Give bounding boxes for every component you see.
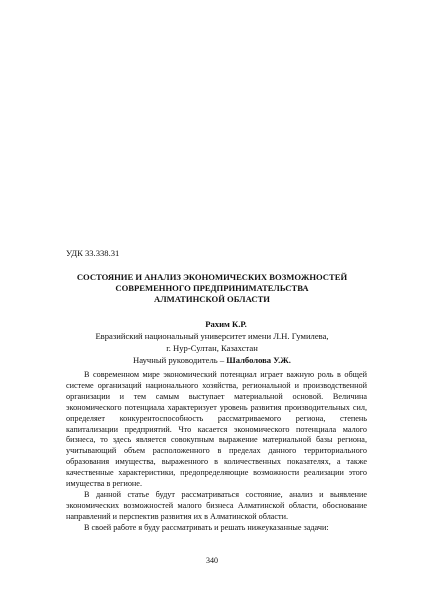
title-line-2: СОВРЕМЕННОГО ПРЕДПРИНИМАТЕЛЬСТВА <box>115 282 309 293</box>
body-paragraph-3: В своей работе я буду рассматривать и решать нижеуказанные задачи: <box>84 522 329 532</box>
author-block <box>50 318 374 366</box>
supervisor-line <box>50 354 374 366</box>
page-number: 340 <box>206 556 218 565</box>
body-paragraph-1: В современном мире экономический потенциал играет важную роль в общей системе организаций национального хозяйства, региональной и производственной организации и тем самым выступает материальной основой. Величина экономического потенциала характеризует уровень развития производительных сил, определяет конкурентоспособность рассматриваемого региона, степень капитализации предприятий. Что касается экономического потенциала малого бизнеса, то здесь является совокупным выражение материальной базы региона, учитывающий объем расположенного в пределах данного территориального образования имущества, выраженного в количественных показателях, а также качественные характеристики, предопределяющие возможности реализации этого имущества в регионе. <box>66 370 367 489</box>
title-line-1: СОСТОЯНИЕ И АНАЛИЗ ЭКОНОМИЧЕСКИХ ВОЗМОЖНОСТЕЙ <box>76 272 348 282</box>
author-affiliation: Евразийский национальный университет имени Л.Н. Гумилева, <box>95 331 329 341</box>
title-line-3: АЛМАТИНСКОЙ ОБЛАСТИ <box>154 293 270 304</box>
author-name: Рахим К.Р. <box>205 319 247 329</box>
body-paragraph-2: В данной статье будут рассматриваться состояние, анализ и выявление экономических возможностей малого бизнеса Алматинской области, обоснование направлений и перспектив развития их в Алматинской области. <box>66 489 367 521</box>
supervisor-label: Научный руководитель – <box>133 355 227 365</box>
author-location: г. Нур-Султан, Казахстан <box>166 343 258 353</box>
article-title <box>50 272 374 304</box>
supervisor-name: Шалболова У.Ж. <box>226 355 291 365</box>
udc-code: УДК 33.338.31 <box>66 248 120 258</box>
article-body <box>66 370 367 534</box>
